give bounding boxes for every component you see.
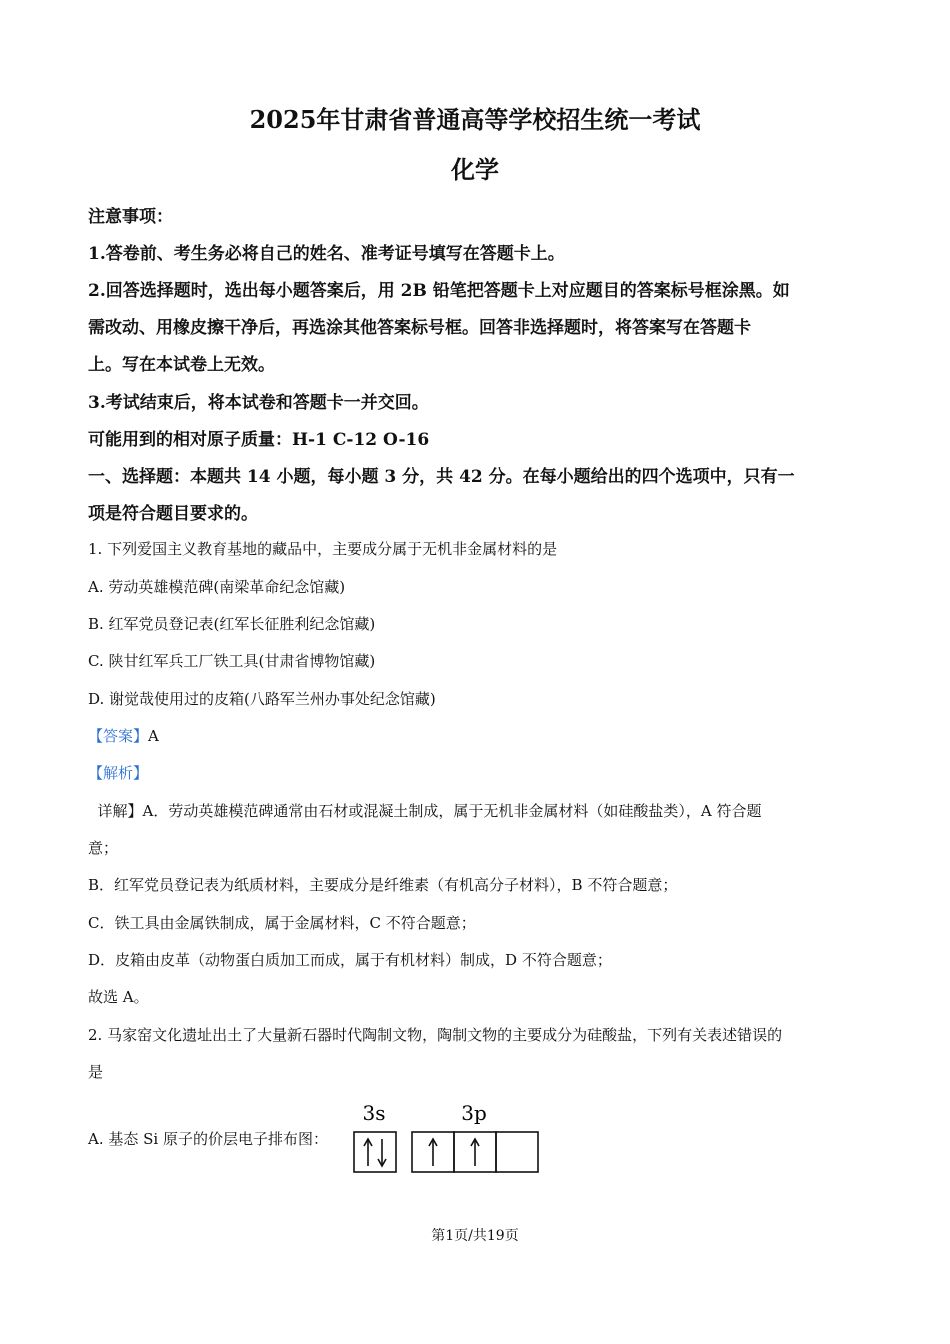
q1-option-d: D. 谢觉哉使用过的皮箱(八路军兰州办事处纪念馆藏) <box>88 690 436 708</box>
q1-option-c: C. 陕甘红军兵工厂铁工具(甘肃省博物馆藏) <box>88 652 376 670</box>
notice-item-2-end: 上。写在本试卷上无效。 <box>88 355 275 375</box>
analysis-line-2: 意； <box>88 839 119 857</box>
electron-up-arrow-icon <box>429 1139 437 1166</box>
q2-stem: 2. 马家窑文化遗址出土了大量新石器时代陶制文物，陶制文物的主要成分为硅酸盐，下列有关表述错误的 <box>88 1026 783 1044</box>
atomic-masses: 可能用到的相对原子质量：H-1 C-12 O-16 <box>88 430 430 450</box>
orbital-3s-box <box>354 1132 396 1172</box>
notice-item-2-cont: 需改动、用橡皮擦干净后，再选涂其他答案标号框。回答非选择题时，将答案写在答题卡 <box>88 318 751 338</box>
answer-tag: 【答案】 <box>88 727 149 745</box>
notice-item-3: 3.考试结束后，将本试卷和答题卡一并交回。 <box>88 393 429 413</box>
q2-option-a: A. 基态 Si 原子的价层电子排布图： <box>88 1130 328 1148</box>
analysis-line-5: D．皮箱由皮革（动物蛋白质加工而成，属于有机材料）制成，D 不符合题意； <box>88 951 612 969</box>
analysis-line-4: C．铁工具由金属铁制成，属于金属材料，C 不符合题意； <box>88 914 476 932</box>
analysis-tag: 【解析】 <box>88 764 149 782</box>
notice-heading: 注意事项： <box>88 207 173 227</box>
section1-heading-cont: 项是符合题目要求的。 <box>88 504 258 524</box>
analysis-line-6: 故选 A。 <box>88 988 149 1006</box>
electron-down-arrow-icon <box>378 1139 386 1166</box>
q1-option-b: B. 红军党员登记表(红军长征胜利纪念馆藏) <box>88 615 376 633</box>
q1-stem: 1. 下列爱国主义教育基地的藏品中，主要成分属于无机非金属材料的是 <box>88 540 558 558</box>
electron-up-arrow-icon <box>364 1139 372 1166</box>
orbital-3p-label: 3p <box>461 1101 487 1125</box>
orbital-diagram <box>350 1098 540 1176</box>
exam-title: 2025年甘肃省普通高等学校招生统一考试 <box>249 105 701 134</box>
section1-heading: 一、选择题：本题共 14 小题，每小题 3 分，共 42 分。在每小题给出的四个选项中，只有一 <box>88 467 795 487</box>
analysis-line-3: B．红军党员登记表为纸质材料，主要成分是纤维素（有机高分子材料），B 不符合题意； <box>88 876 678 894</box>
q2-stem-cont: 是 <box>88 1063 104 1081</box>
orbital-3s-label: 3s <box>362 1101 386 1125</box>
notice-item-2: 2.回答选择题时，选出每小题答案后，用 2B 铅笔把答题卡上对应题目的答案标号框涂黑。如 <box>88 281 790 301</box>
q1-answer <box>88 725 868 746</box>
electron-up-arrow-icon <box>471 1139 479 1166</box>
answer-value: A <box>148 727 159 745</box>
page-footer: 第1页/共19页 <box>431 1228 519 1244</box>
q1-option-a: A. 劳动英雄模范碑(南梁革命纪念馆藏) <box>88 578 346 596</box>
analysis-line-1: 详解】A．劳动英雄模范碑通常由石材或混凝土制成，属于无机非金属材料（如硅酸盐类），A 符合题 <box>88 802 762 820</box>
subject-title: 化学 <box>451 155 499 184</box>
notice-item-1: 1.答卷前、考生务必将自己的姓名、准考证号填写在答题卡上。 <box>88 244 565 264</box>
